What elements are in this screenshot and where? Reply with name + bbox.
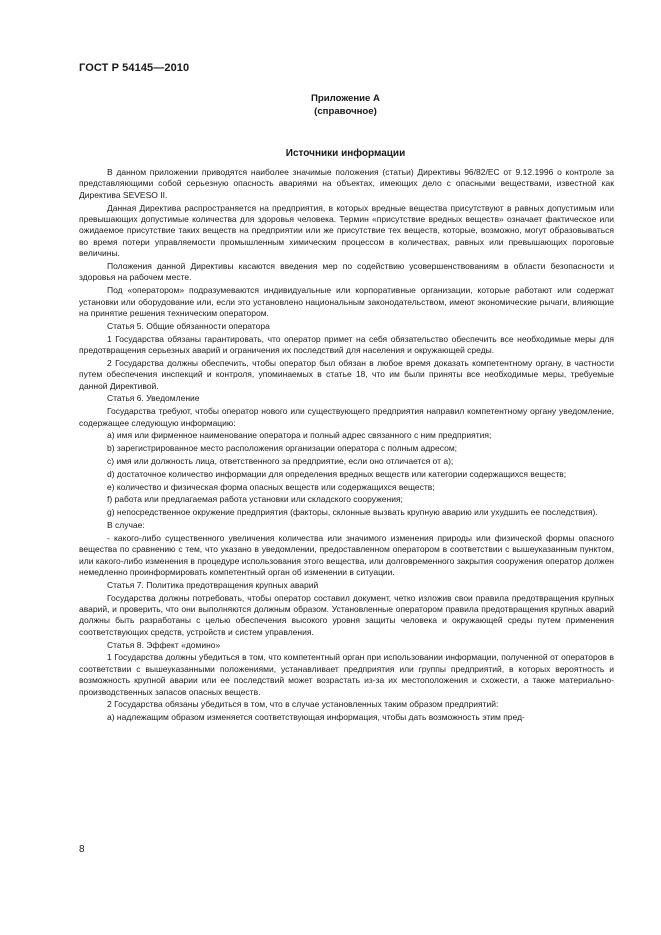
paragraph: 1 Государства обязаны гарантировать, что оператор примет на себя обязательство обеспечить все необходимые меры для предотвращения серьезных аварий и ограничения их последствий для населения и окружающей среды.	[79, 333, 614, 356]
appendix-subtitle: (справочное)	[314, 106, 377, 117]
list-item: е) количество и физическая форма опасных веществ или содержащихся веществ;	[107, 481, 435, 492]
paragraph: В данном приложении приводятся наиболее значимые положения (статьи) Директивы 96/82/ЕС от 9.12.1996 о контроле за представляющими собой серьезную опасность авариями на объектах, имеющих дело с опасными веществами, известной как Директива SEVESO II.	[79, 167, 614, 200]
paragraph: Положения данной Директивы касаются введения мер по содействию усовершенствованиям в области безопасности и здоровья на рабочем месте.	[79, 261, 614, 283]
paragraph: 2 Государства обязаны убедиться в том, что в случае установленных таким образом предприятий:	[107, 699, 499, 710]
list-item: f) работа или предлагаемая работа установки или складского сооружения;	[107, 494, 403, 505]
paragraph: Данная Директива распространяется на предприятия, в которых вредные вещества присутствуют в равных допустимым или превышающих допустимые количества для здоровья человека. Термин «присутствие вредных веществ» означает фактическое или ожидаемое присутствие таких веществ на предприятии или же присутствие тех веществ, которые, возможно, могут образовываться во время потери управляемости промышленным химическим процессом в количествах, равных или превышающих пороговые величины.	[79, 202, 614, 259]
paragraph: Государства должны потребовать, чтобы оператор составил документ, четко изложив свои правила предотвращения крупных аварий, и проверить, что они выполняются должным образом. Установленные оператором правила предотвращения крупных аварий должны быть разработаны с целью обеспечения высокого уровня защиты человека и окружающей среды путем применения соответствующих средств, устройств и систем управления.	[79, 592, 614, 637]
paragraph: 1 Государства должны убедиться в том, что компетентный орган при использовании информации, полученной от операторов в соответствии с вышеуказанными положениями, устанавливает предприятия или группы предприятий, в которых вероятность и возможность крупной аварии или ее последствий может возрастать из-за их местоположения и схожести, а также материально-производственных запасов опасных веществ.	[79, 652, 614, 697]
list-item: с) имя или должность лица, ответственного за предприятие, если оно отличается от а);	[107, 456, 454, 467]
body-text	[79, 167, 614, 725]
list-item: g) непосредственное окружение предприятия (факторы, склонные вызвать крупную аварию или ухудшить ее последствия).	[107, 507, 598, 518]
list-item: а) имя или фирменное наименование оператора и полный адрес связанного с ним предприятия;	[107, 430, 492, 441]
paragraph: Под «оператором» подразумеваются индивидуальные или корпоративные организации, которые работают или содержат установки или оборудование или, если это установлено национальным законодательством, имеют экономические рычаги, влияющие на принятие решения техническим оператором.	[79, 285, 614, 319]
list-item: d) достаточное количество информации для определения вредных веществ или категории содержащихся веществ;	[107, 468, 567, 479]
article-heading: Статья 6. Уведомление	[107, 393, 200, 404]
list-item: а) надлежащим образом изменяется соответствующая информация, чтобы дать возможность этим пред-	[107, 712, 525, 723]
article-heading: Статья 5. Общие обязанности оператора	[107, 320, 270, 331]
paragraph: 2 Государства должны обеспечить, чтобы оператор был обязан в любое время доказать компетентному органу, в частности путем обеспечения инспекций и контроля, упоминаемых в статье 18, что им были приняты все необходимые меры, требуемые данной Директивой.	[79, 357, 614, 391]
appendix-title: Приложение А	[311, 93, 380, 104]
paragraph: В случае:	[107, 520, 145, 531]
article-heading: Статья 8. Эффект «домино»	[107, 639, 221, 650]
paragraph: Государства требуют, чтобы оператор нового или существующего предприятия направил компетентному органу уведомление, содержащее следующую информацию:	[79, 406, 614, 428]
appendix-heading	[0, 92, 661, 118]
page-number: 8	[79, 844, 85, 855]
article-heading: Статья 7. Политика предотвращения крупных аварий	[107, 579, 319, 590]
section-title: Источники информации	[285, 148, 406, 159]
list-item: b) зарегистрированное место расположения организации оператора с полным адресом;	[107, 443, 458, 454]
standard-header: ГОСТ Р 54145—2010	[79, 62, 190, 74]
paragraph: - какого-либо существенного увеличения количества или значимого изменения природы или физической формы опасного вещества по сравнению с тем, что указано в уведомлении, предоставленном оператором в соответствии с вышеуказанным пунктом, или какого-либо изменения в процедуре использования этого вещества, или долговременного закрытия сооружения оператор должен немедленно проинформировать компетентный орган об изменении в ситуации.	[79, 532, 614, 578]
